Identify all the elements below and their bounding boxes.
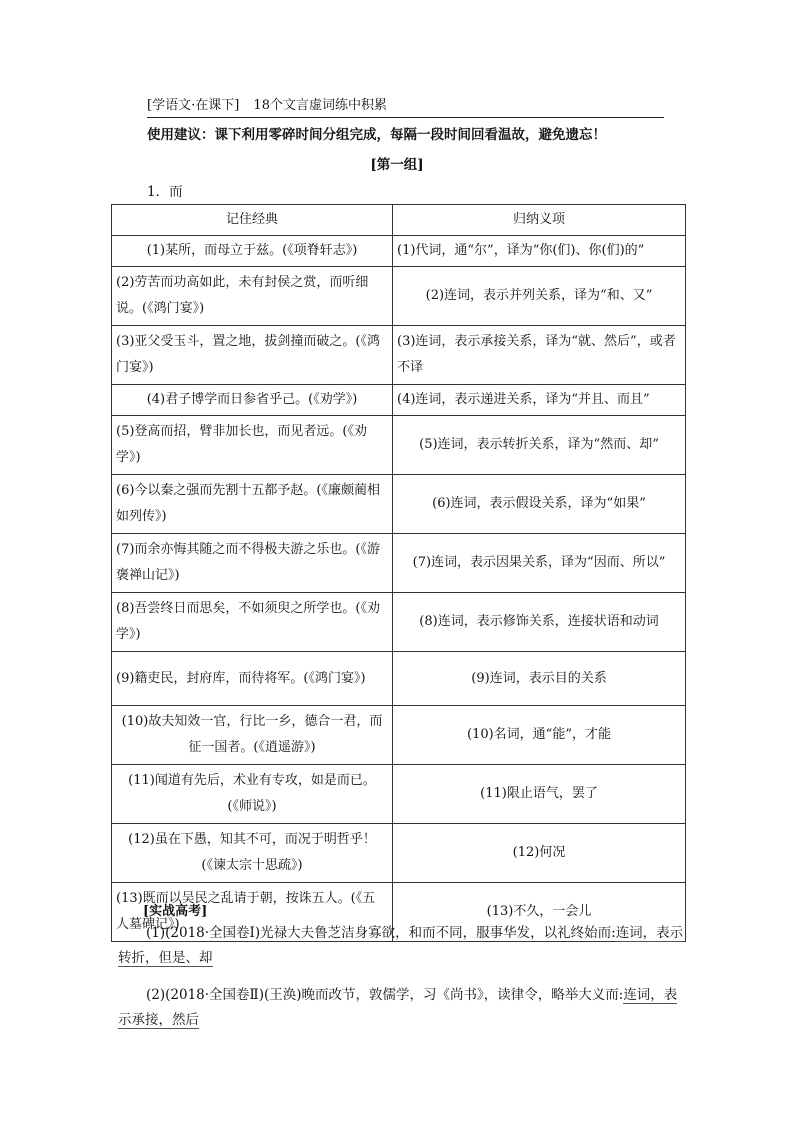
table-row (112, 385, 686, 416)
table-row (112, 416, 686, 475)
practice-item (118, 983, 686, 1033)
table-row (112, 652, 686, 706)
meaning-cell: (12)何况 (393, 824, 686, 883)
table-row (112, 534, 686, 593)
meaning-cell: (7)连词，表示因果关系，译为“因而、所以” (393, 534, 686, 593)
practice-title: [实战高考] (143, 904, 208, 919)
example-cell: (4)君子博学而日参省乎己。(《劝学》) (112, 385, 393, 416)
practice-item (118, 921, 686, 971)
usage-note: 使用建议：课下利用零碎时间分组完成，每隔一段时间回看温故，避免遗忘！ (147, 127, 606, 143)
example-cell: (1)某所，而母立于兹。(《项脊轩志》) (112, 236, 393, 267)
example-cell: (6)今以秦之强而先割十五都予赵。(《廉颇蔺相如列传》) (112, 475, 393, 534)
item-title: 1．而 (147, 184, 183, 200)
example-cell: (12)虽在下愚，知其不可，而况于明哲乎！(《谏太宗十思疏》) (112, 824, 393, 883)
practice-question: (2)(2018·全国卷Ⅱ)(王涣)晚而改节，敦儒学，习《尚书》，读律令，略举大义而: (146, 987, 624, 1003)
table-row (112, 267, 686, 326)
header-section: [学语文·在课下] (147, 98, 240, 113)
example-cell: (7)而余亦悔其随之而不得极夫游之乐也。(《游褒禅山记》) (112, 534, 393, 593)
practice-question: (1)(2018·全国卷Ⅰ)光禄大夫鲁芝洁身寡欲，和而不同，服事华发，以礼终始而: (146, 925, 616, 941)
usage-table (111, 204, 686, 942)
meaning-cell: (2)连词，表示并列关系，译为“和、又” (393, 267, 686, 326)
meaning-cell: (10)名词，通“能”，才能 (393, 706, 686, 765)
example-cell: (2)劳苦而功高如此，未有封侯之赏，而听细说。(《鸿门宴》) (112, 267, 393, 326)
table-row (112, 824, 686, 883)
meaning-cell: (3)连词，表示承接关系，译为“就、然后”，或者不译 (393, 326, 686, 385)
meaning-cell: (1)代词，通“尔”，译为“你(们)、你(们)的” (393, 236, 686, 267)
meaning-cell: (5)连词，表示转折关系，译为“然而、却” (393, 416, 686, 475)
example-cell: (3)亚父受玉斗，置之地，拔剑撞而破之。(《鸿门宴》) (112, 326, 393, 385)
header-title: 18个文言虚词练中积累 (253, 98, 387, 113)
group-title: [第一组] (370, 157, 424, 173)
meaning-cell: (6)连词，表示假设关系，译为“如果” (393, 475, 686, 534)
table-row (112, 475, 686, 534)
page-header (147, 97, 664, 118)
meaning-cell: (13)不久，一会儿 (393, 883, 686, 942)
table-row (112, 236, 686, 267)
table-row (112, 765, 686, 824)
table-header-row (112, 205, 686, 236)
practice-answer: 连词，表示转折，但是、却 (118, 925, 684, 966)
example-cell: (10)故夫知效一官，行比一乡，德合一君，而征一国者。(《逍遥游》) (112, 706, 393, 765)
practice-answer: 连词，表示承接，然后 (118, 987, 678, 1028)
meaning-cell: (4)连词，表示递进关系，译为“并且、而且” (393, 385, 686, 416)
table-row (112, 706, 686, 765)
example-cell: (8)吾尝终日而思矣，不如须臾之所学也。(《劝学》) (112, 593, 393, 652)
table-row (112, 326, 686, 385)
example-cell: (5)登高而招，臂非加长也，而见者远。(《劝学》) (112, 416, 393, 475)
example-cell: (9)籍吏民，封府库，而待将军。(《鸿门宴》) (112, 652, 393, 706)
table-row (112, 593, 686, 652)
meaning-cell: (9)连词，表示目的关系 (393, 652, 686, 706)
meaning-cell: (11)限止语气，罢了 (393, 765, 686, 824)
meaning-cell: (8)连词，表示修饰关系，连接状语和动词 (393, 593, 686, 652)
example-cell: (13)既而以吴民之乱请于朝，按诛五人。(《五人墓碑记》) (112, 883, 393, 942)
example-cell: (11)闻道有先后，术业有专攻，如是而已。(《师说》) (112, 765, 393, 824)
column-header-meanings: 归纳义项 (393, 205, 686, 236)
column-header-examples: 记住经典 (112, 205, 393, 236)
